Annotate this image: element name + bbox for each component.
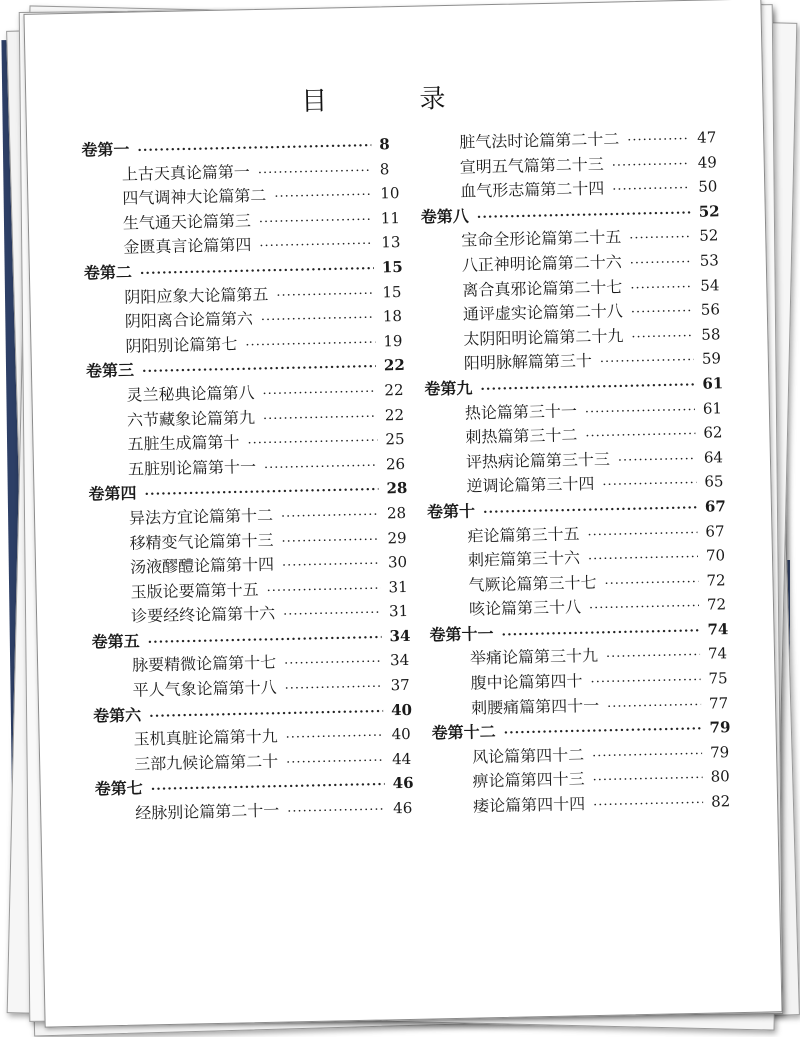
toc-entry-label: 金匮真言论篇第四 bbox=[123, 235, 252, 258]
toc-entry-label: 离合真邪论篇第二十七 bbox=[462, 276, 623, 300]
toc-entry-label: 异法方宜论篇第十二 bbox=[128, 505, 274, 528]
dot-leader bbox=[592, 747, 702, 764]
toc-page-number: 79 bbox=[709, 718, 731, 737]
toc-page-number: 40 bbox=[391, 725, 411, 744]
dot-leader bbox=[264, 458, 378, 475]
toc-page-number: 18 bbox=[382, 307, 403, 326]
dot-leader bbox=[504, 722, 702, 741]
toc-entry-label: 灵兰秘典论篇第八 bbox=[126, 383, 255, 405]
toc-entry-label: 举痛论篇第三十九 bbox=[469, 646, 599, 669]
toc-page-number: 52 bbox=[698, 202, 720, 221]
toc-entry-label: 疟论篇第三十五 bbox=[467, 523, 580, 546]
toc-entry-label: 卷第二 bbox=[83, 262, 133, 283]
dot-leader bbox=[149, 704, 383, 724]
dot-leader bbox=[137, 139, 371, 159]
dot-leader bbox=[261, 311, 375, 328]
dot-leader bbox=[588, 550, 698, 567]
dot-leader bbox=[263, 409, 377, 426]
dot-leader bbox=[259, 237, 373, 254]
toc-page-number: 50 bbox=[698, 177, 718, 196]
toc-page-number: 8 bbox=[379, 135, 390, 154]
toc-page-number: 82 bbox=[710, 792, 731, 811]
dot-leader bbox=[284, 655, 382, 672]
toc-entry-label: 五脏别论篇第十一 bbox=[127, 456, 257, 479]
toc-entry-label: 逆调论篇第三十四 bbox=[466, 474, 595, 496]
dot-leader bbox=[285, 680, 383, 697]
toc-page-number: 54 bbox=[700, 275, 720, 295]
dot-leader bbox=[501, 624, 699, 643]
toc-page-number: 22 bbox=[383, 356, 405, 375]
dot-leader bbox=[587, 525, 697, 542]
dot-leader bbox=[286, 753, 384, 770]
toc-page-number: 67 bbox=[705, 521, 725, 541]
toc-entry-label: 玉机真脏论篇第十九 bbox=[133, 726, 278, 749]
toc-page-number: 72 bbox=[706, 570, 726, 590]
toc-page-number: 34 bbox=[389, 626, 411, 646]
toc-entry-label: 卷第九 bbox=[424, 378, 473, 399]
toc-entry-label: 卷第十 bbox=[426, 501, 476, 522]
toc-entry-label: 太阴阳明论篇第二十九 bbox=[463, 326, 624, 349]
dot-leader bbox=[258, 163, 372, 180]
dot-leader bbox=[281, 507, 379, 524]
dot-leader bbox=[245, 335, 375, 353]
toc-entry-label: 三部九候论篇第二十 bbox=[133, 751, 279, 774]
dot-leader bbox=[140, 262, 374, 282]
toc-page-number: 15 bbox=[381, 257, 403, 277]
dot-leader bbox=[148, 630, 382, 650]
toc-page-number: 25 bbox=[385, 430, 405, 449]
dot-leader bbox=[600, 353, 694, 370]
toc-page-number: 77 bbox=[708, 693, 729, 713]
toc-page bbox=[23, 0, 782, 1028]
toc-entry-label: 卷第七 bbox=[94, 778, 143, 799]
dot-leader bbox=[604, 575, 698, 592]
dot-leader bbox=[631, 329, 693, 345]
toc-page-number: 67 bbox=[704, 497, 726, 516]
toc-page-number: 44 bbox=[391, 749, 412, 769]
toc-page-number: 8 bbox=[379, 159, 390, 179]
dot-leader bbox=[287, 802, 385, 819]
toc-entry-label: 阴阳应象大论篇第五 bbox=[124, 284, 269, 307]
toc-page-number: 46 bbox=[392, 774, 414, 793]
dot-leader bbox=[630, 255, 692, 271]
toc-page-number: 58 bbox=[701, 325, 721, 344]
dot-leader bbox=[585, 402, 695, 419]
toc-entry-label: 阴阳别论篇第七 bbox=[125, 334, 238, 356]
dot-leader bbox=[259, 212, 373, 229]
toc-entry-label: 咳论篇第三十八 bbox=[468, 597, 582, 619]
toc-entry-label: 刺疟篇第三十六 bbox=[467, 548, 581, 570]
toc-entry-label: 卷第三 bbox=[85, 360, 135, 381]
dot-leader bbox=[142, 360, 376, 380]
toc-column-right bbox=[419, 124, 733, 819]
dot-leader bbox=[612, 181, 690, 198]
dot-leader bbox=[266, 581, 380, 598]
toc-entry-label: 脉要精微论篇第十七 bbox=[131, 653, 277, 676]
toc-page-number: 52 bbox=[699, 226, 719, 246]
toc-entry-label: 平人气象论篇第十八 bbox=[132, 677, 277, 700]
dot-leader bbox=[480, 378, 694, 397]
toc-page-number: 40 bbox=[390, 700, 413, 719]
dot-leader bbox=[262, 384, 376, 401]
toc-entry-label: 卷第一 bbox=[81, 139, 130, 160]
toc-entry-label: 热论篇第三十一 bbox=[464, 400, 578, 423]
toc-page-number: 65 bbox=[704, 472, 724, 491]
toc-entry-label: 卷第十二 bbox=[431, 722, 496, 743]
dot-leader bbox=[281, 532, 379, 549]
toc-entry-label: 痿论篇第四十四 bbox=[472, 794, 586, 816]
toc-page-number: 64 bbox=[703, 448, 724, 467]
toc-entry-label: 评热病论篇第三十三 bbox=[465, 449, 611, 472]
toc-chapter-entry bbox=[95, 795, 415, 826]
dot-leader bbox=[618, 452, 696, 469]
toc-page-number: 11 bbox=[380, 208, 401, 228]
dot-leader bbox=[585, 427, 695, 444]
dot-leader bbox=[627, 132, 689, 148]
toc-entry-label: 脏气法时论篇第二十二 bbox=[459, 129, 620, 152]
toc-column-left bbox=[81, 131, 415, 826]
toc-entry-label: 卷第四 bbox=[88, 483, 137, 504]
dot-leader bbox=[593, 796, 703, 813]
dot-leader bbox=[283, 606, 381, 623]
toc-page-number: 29 bbox=[387, 528, 407, 547]
toc-entry-label: 风论篇第四十二 bbox=[471, 745, 585, 767]
toc-page-number: 46 bbox=[392, 798, 413, 818]
toc-entry-label: 移精变气论篇第十三 bbox=[129, 530, 274, 553]
dot-leader bbox=[589, 599, 699, 616]
dot-leader bbox=[590, 673, 700, 690]
toc-entry-label: 刺腰痛篇第四十一 bbox=[470, 695, 600, 718]
toc-entry-label: 卷第十一 bbox=[429, 624, 494, 645]
toc-page-number: 74 bbox=[707, 620, 729, 639]
toc-page-number: 75 bbox=[708, 669, 728, 688]
dot-leader bbox=[606, 648, 700, 665]
toc-page-number: 10 bbox=[380, 184, 400, 203]
toc-page-number: 56 bbox=[700, 300, 721, 319]
dot-leader bbox=[477, 206, 691, 225]
toc-page-number: 34 bbox=[389, 651, 410, 670]
toc-page-number: 28 bbox=[386, 479, 408, 498]
toc-chapter-entry bbox=[433, 788, 733, 819]
toc-entry-label: 宣明五气篇第二十三 bbox=[459, 154, 604, 177]
dot-leader bbox=[282, 557, 380, 574]
toc-page-number: 49 bbox=[697, 152, 717, 172]
toc-page-number: 31 bbox=[388, 602, 409, 621]
toc-entry-label: 玉版论要篇第十五 bbox=[130, 579, 259, 602]
dot-leader bbox=[483, 501, 697, 520]
toc-entry-label: 卷第六 bbox=[92, 705, 142, 726]
toc-page-number: 59 bbox=[701, 349, 722, 369]
toc-page-number: 22 bbox=[384, 405, 405, 424]
dot-leader bbox=[286, 729, 384, 746]
toc-page-number: 74 bbox=[707, 644, 728, 664]
toc-page-number: 22 bbox=[384, 380, 404, 400]
toc-page-number: 79 bbox=[709, 743, 730, 762]
toc-entry-label: 刺热篇第三十二 bbox=[465, 425, 578, 447]
toc-entry-label: 宝命全形论篇第二十五 bbox=[461, 227, 622, 251]
toc-page-number: 19 bbox=[383, 331, 403, 351]
dot-leader bbox=[631, 304, 693, 320]
toc-entry-label: 八正神明论篇第二十六 bbox=[461, 252, 623, 275]
toc-page-number: 80 bbox=[710, 767, 730, 787]
toc-page-number: 30 bbox=[387, 553, 408, 572]
page-title: 目 录 bbox=[300, 83, 488, 118]
toc-page-number: 61 bbox=[702, 374, 724, 393]
dot-leader bbox=[612, 157, 690, 174]
dot-leader bbox=[593, 771, 703, 788]
toc-page-number: 47 bbox=[697, 128, 717, 147]
toc-page-number: 53 bbox=[699, 251, 720, 270]
toc-entry-label: 卷第五 bbox=[91, 631, 140, 652]
dot-leader bbox=[274, 188, 372, 205]
dot-leader bbox=[144, 483, 378, 503]
dot-leader bbox=[247, 434, 377, 452]
toc-entry-label: 气厥论篇第三十七 bbox=[468, 572, 597, 595]
toc-entry-label: 六节藏象论篇第九 bbox=[126, 407, 256, 430]
toc-page-number: 70 bbox=[705, 546, 726, 565]
toc-entry-label: 四气调神大论篇第二 bbox=[122, 185, 267, 208]
toc-entry-label: 卷第八 bbox=[420, 206, 470, 227]
toc-entry-label: 汤液醪醴论篇第十四 bbox=[129, 554, 275, 577]
toc-page-number: 37 bbox=[390, 675, 410, 695]
toc-entry-label: 诊要经终论篇第十六 bbox=[130, 603, 276, 626]
toc-entry-label: 经脉别论篇第二十一 bbox=[135, 800, 280, 823]
toc-entry-label: 阳明脉解篇第三十 bbox=[463, 351, 593, 374]
toc-entry-label: 痹论篇第四十三 bbox=[472, 769, 585, 792]
dot-leader bbox=[602, 476, 696, 493]
dot-leader bbox=[607, 697, 701, 714]
toc-page-number: 61 bbox=[702, 398, 723, 418]
toc-entry-label: 阴阳离合论篇第六 bbox=[124, 309, 254, 331]
toc-entry-label: 血气形志篇第二十四 bbox=[460, 178, 605, 201]
toc-page-number: 72 bbox=[706, 595, 727, 614]
dot-leader bbox=[151, 778, 385, 798]
toc-page-number: 13 bbox=[381, 233, 401, 252]
dot-leader bbox=[629, 230, 691, 246]
toc-page-number: 26 bbox=[385, 454, 406, 474]
toc-entry-label: 腹中论篇第四十 bbox=[470, 671, 583, 693]
toc-page-number: 28 bbox=[386, 503, 407, 523]
toc-entry-label: 生气通天论篇第三 bbox=[122, 210, 252, 233]
dot-leader bbox=[630, 279, 692, 295]
toc-page-number: 62 bbox=[703, 423, 723, 442]
dot-leader bbox=[276, 286, 374, 303]
toc-page-number: 15 bbox=[382, 282, 402, 301]
toc-entry-label: 五脏生成篇第十 bbox=[127, 432, 240, 454]
toc-page-number: 31 bbox=[388, 577, 408, 597]
toc-entry-label: 通评虚实论篇第二十八 bbox=[462, 301, 624, 324]
toc-entry-label: 上古天真论篇第一 bbox=[121, 161, 251, 184]
